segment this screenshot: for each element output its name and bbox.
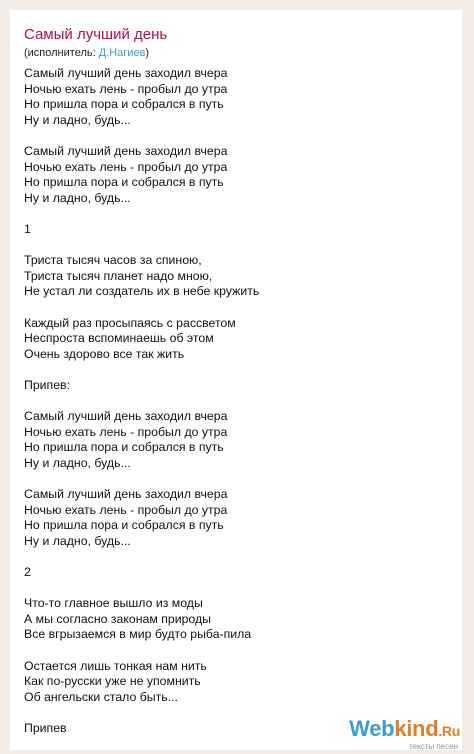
lyric-line: Все вгрызаемся в мир будто рыба-пила (24, 627, 252, 642)
lyric-line: Ну и ладно, будь... (24, 455, 131, 470)
song-title: Самый лучший день (24, 26, 168, 43)
lyric-blank-line (24, 206, 454, 222)
lyric-line: Триста тысяч часов за спиною, (24, 253, 202, 268)
lyric-line: Об ангельски стало быть... (24, 689, 178, 704)
lyric-blank-line (24, 300, 454, 316)
lyric-line: Припев (24, 720, 67, 735)
logo-ru: .Ru (438, 723, 460, 739)
logo-wordmark (349, 716, 460, 742)
lyric-line: Но пришла пора и собрался в путь (24, 175, 224, 190)
lyric-blank-line (24, 362, 454, 378)
lyric-blank-line (24, 471, 454, 487)
lyric-blank-line (24, 549, 454, 565)
lyric-line: Самый лучший день заходил вчера (24, 66, 228, 80)
lyric-line: Ночью ехать лень - пробыл до утра (24, 502, 228, 517)
logo-kind: kind (394, 716, 439, 741)
lyric-line: Ну и ладно, будь... (24, 190, 131, 205)
artist-line (24, 47, 149, 59)
lyric-line: Ну и ладно, будь... (24, 533, 131, 548)
artist-suffix: ) (145, 47, 150, 59)
lyric-line: Не устал ли создатель их в небе кружить (24, 284, 260, 299)
lyric-line: Каждый раз просыпаясь с рассветом (24, 315, 236, 330)
lyric-line: Самый лучший день заходил вчера (24, 143, 228, 158)
lyric-line: Но пришла пора и собрался в путь (24, 440, 224, 455)
lyric-line: Триста тысяч планет надо мною, (24, 268, 213, 283)
lyric-line: Ночью ехать лень - пробыл до утра (24, 424, 228, 439)
lyric-line: Но пришла пора и собрался в путь (24, 518, 224, 533)
lyric-blank-line (24, 393, 454, 409)
lyric-line: Ну и ладно, будь... (24, 112, 131, 127)
lyric-line: Как по-русски уже не упомнить (24, 674, 201, 689)
lyric-blank-line (24, 128, 454, 144)
lyric-line: Неспроста вспоминаешь об этом (24, 331, 214, 346)
lyric-line: Ночью ехать лень - пробыл до утра (24, 159, 228, 174)
artist-prefix: (исполнитель: (24, 47, 99, 59)
lyric-line: Остается лишь тонкая нам нить (24, 658, 207, 673)
lyric-line: Ночью ехать лень - пробыл до утра (24, 81, 228, 96)
artist-link[interactable]: Д.Нагиев (98, 47, 146, 59)
lyric-line: Припев: (24, 377, 70, 392)
logo-web: Web (349, 716, 395, 741)
lyric-line: А мы согласно законам природы (24, 611, 211, 626)
lyric-blank-line (24, 238, 454, 254)
lyric-line: Очень здорово все так жить (24, 346, 185, 361)
lyric-line: Но пришла пора и собрался в путь (24, 97, 224, 112)
lyric-line: Что-то главное вышло из моды (24, 596, 203, 611)
lyric-line: 1 (24, 221, 31, 236)
lyrics-body (24, 66, 454, 737)
webkind-logo[interactable] (349, 716, 460, 750)
lyric-blank-line (24, 581, 454, 597)
logo-tagline: тексты песен (409, 742, 458, 750)
lyric-blank-line (24, 643, 454, 659)
lyric-line: 2 (24, 565, 31, 579)
lyric-line: Самый лучший день заходил вчера (24, 409, 228, 424)
lyrics-page (10, 10, 462, 750)
lyric-line: Самый лучший день заходил вчера (24, 487, 228, 502)
